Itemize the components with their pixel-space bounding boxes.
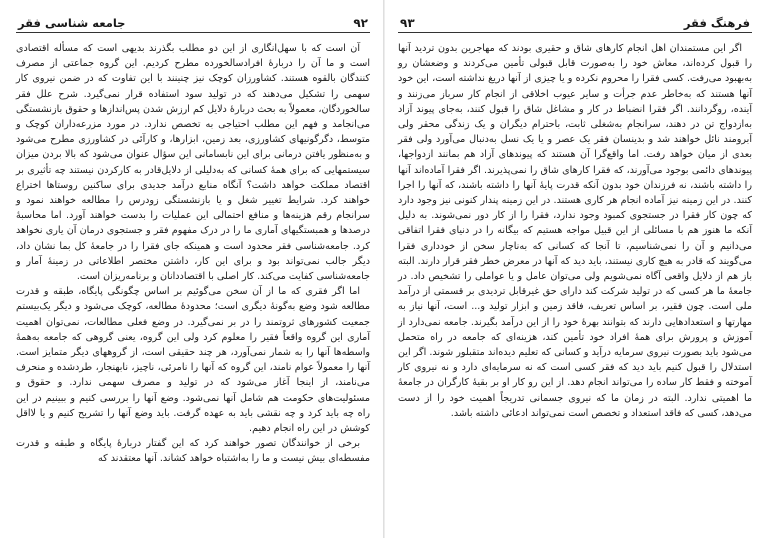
page-body xyxy=(16,41,370,467)
page-number: ۹۲ xyxy=(353,16,368,30)
page-body xyxy=(398,41,752,421)
paragraph: برخی از خوانندگان تصور خواهند کرد که این گفتار دربارهٔ پایگاه و طبقه و قدرت مفسطه‌ای بیش نیست و ما را به‌اشتباه خواهد کشاند. آنها معتقدند که xyxy=(16,438,370,465)
paragraph: اگر این مستمندان اهل انجام کارهای شاق و حقیری بودند که مهاجرین بدون تردید آنها را قبول کرده‌اند، معاش خود را به‌صورت قابل قبولی تأمین می‌کردند و وضعشان رو به‌بهبود می‌رفت. کسی فقرا را محروم نکرده و یا چیزی از آنها دریغ نداشته است، این خود آنها هستند که به‌خاطر عدم جرأت و سایر عیوب اخلاقی از انجام کار سرباز می‌زنند و آینده، روگردانند. اگر فقرا انضباط در کار و مشاغل شاق را قبول کنند، به‌جای پیوند آزاد به‌ازدواج تن در دهند، سرانجام به‌شغلی ثابت، باحترام دیگران و یک زندگی محقر ولی آبرومند نائل خواهند شد و بدینسان فقر یک عصر و یا یک نسل به‌دنبال می‌آورد ولی فقر بعدی از میان خواهد رفت. اما واقع‌گرا آن هستند که پیوندهای آزاد هم بمانند ازدواجها، پیوندهای دائمی بوجود می‌آورند، که فقرا کارهای شاق را نمی‌پذیرند. اگر فقرا آماده‌اند آنها را داشته باشند، نه فرزندان خود بدون آنکه قدرت پایهٔ آنها را داشته باشند، که آنها را اجرا کنند. در این زمینه نیز آماده انجام هر کاری هستند. در این زمینه پندار کنونی نیز وجود دارد که چون کار فقرا در جستجوی کمبود وجود ندارد، فقرا را از کار دور نمی‌شوند. به دلیل آنکه ما هنوز هم با مسائلی از این قبیل مواجه هستیم که بیگانه را در دنیای فقرا اتفاقی می‌دانیم و آن را نمی‌شناسیم، تا آنجا که کسانی که به‌ناچار سخن از خودداری فقرا می‌گویند که قادر به هیچ کاری نیستند، باید دید که آنها در معرض خطر فقر قرار دارند. البته باز هم از دلایل واقعی آگاه نمی‌شویم ولی می‌توان عامل و یا عواملی را تشخیص داد. در جامعهٔ ما هر کسی که در تولید شرکت کند دارای حق غیرقابل تردیدی بر قسمتی از درآمد ملی است. چون فقیر، بر اساس تعریف، فاقد زمین و ابزار تولید و... است، آنها نیاز به مهارتها و استعدادهایی دارند که بتوانند بهرهٔ خود را از این درآمد بگیرند. جامعه نمی‌دارد از آموزش و پرورش برای همهٔ افراد خود تأمین کند، هزینه‌ای که جامعه در راه متحمل می‌شود باید بصورت نیروی سرمایه درآید و کسانی که تعلیم دیده‌اند متقبلور شوند. اگر این استدلال را قبول کنیم باید دید که فقر کسی است که نه سرمایه‌ای دارد و نه نیروی کار آموخته و فقط کار ساده را می‌تواند انجام دهد. از این رو کار او بر بقیهٔ کارگران در جامعهٔ ما اهمیتی ندارد. البته در زمان ما که نیروی جسمانی تدریجاً اهمیت خود را از دست می‌دهد، کسی که فاقد استعداد و تخصص است نمی‌تواند ادعائی داشته باشد. xyxy=(398,43,752,419)
paragraph: اما اگر فقری که ما از آن سخن می‌گوئیم بر اساس چگونگی پایگاه، طبقه و قدرت مطالعه شود وضع به‌گونهٔ دیگری است؛ محدودهٔ مطالعه، کوچک می‌شود و دیگر یک‌بیستم جمعیت کشورهای ثروتمند را در بر نمی‌گیرد. در وضع فعلی مطالعات، نمی‌توان اهمیت آماری این گروه واقعاً فقیر را معلوم کرد ولی این گروه، یعنی گروهی که جامعه به‌همهٔ واسطه‌ها آنها را به شمار نمی‌آورد، هر چند حقیقی است، از گروههای دیگر متمایز است. آنها را معمولاً عوام نامند، این گروه که آنها را نامرئی، ناچیز، نابهنجار، طردشده و منحرف می‌نامند، از اینجا آغاز می‌شود که در تولید و مصرف سهمی ندارد. و حقوق و مسئولیت‌های حکومت هم شامل آنها نمی‌شود. وضع آنها را بررسی کنیم و ببینیم در این راه چه باید کرد و چه نقشی باید به عهده گرفت. باید وضع آنها را تشریح کنیم و یا لااقل کوشش در این راه انجام دهیم. xyxy=(16,286,370,435)
page-header xyxy=(398,10,752,33)
right-page xyxy=(384,0,768,538)
paragraph: آن است که با سهل‌انگاری از این دو مطلب بگذرند بدیهی است که مسأله اقتصادی است و ما آن را دربارهٔ افرادسالخورده مطرح کردیم. این گروه جماعتی از مصرف کنندگان بالقوه هستند. کشاورزان کوچک نیز چنینند با این تفاوت که در ضمن نیروی کار سهمی را تشکیل می‌دهند که در تولید سود استفاده قرار نمی‌گیرد. شرح علل فقر سالخوردگان، معمولاً به بحث دربارهٔ دلایل کم ارزش شدن پس‌اندازها و حقوق بازنشستگی می‌انجامد و فهم این مطلب احتیاجی به تخصص ندارد. در مورد مزرعه‌داران کوچک و متوسط، دگرگونیهای کشاورزی، بعد زمین، ابزارها، و کارآئی در کشاورزی مطرح می‌شود و به‌منظور یافتن درمانی برای این نابسامانی این سؤال عنوان می‌شود که بالا بردن میزان سیستمهایی که برای همهٔ کسانی که به‌دلیلی از دلایل‌قادر به کارکردن نیستند چه تأثیری بر اقتصاد مملکت خواهد داشت؟ آنگاه منابع درآمد جدیدی برای ساکنین روستاها اختراع خواهند کرد. شرایط تغییر شغل و یا بازنشستگی زودرس را مطالعه خواهند نمود و سرانجام رقم هزینه‌ها و منافع احتمالی این عملیات را بدست خواهند آورد. اما محاسبهٔ درصدها و همبستگیهای آماری ما را در درک مفهوم فقر و جستجوی درمان آن یاری نخواهد کرد. جامعه‌شناسی فقر محدود است و همینکه جای فقرا را در جامعهٔ کل بما نشان داد، دیگر جالب نمی‌تواند بود و برای این کار، داشتن مختصر اطلاعاتی در زمینهٔ آمار و جامعه‌شناسی کفایت می‌کند. کار اصلی با اقتصاددانان و برنامه‌ریزان است. xyxy=(16,43,370,283)
page-header-title: جامعه شناسی فقر xyxy=(18,16,126,30)
page-header-title: فرهنگ فقر xyxy=(683,16,750,30)
page-header xyxy=(16,10,370,33)
page-number: ۹۳ xyxy=(400,16,415,30)
